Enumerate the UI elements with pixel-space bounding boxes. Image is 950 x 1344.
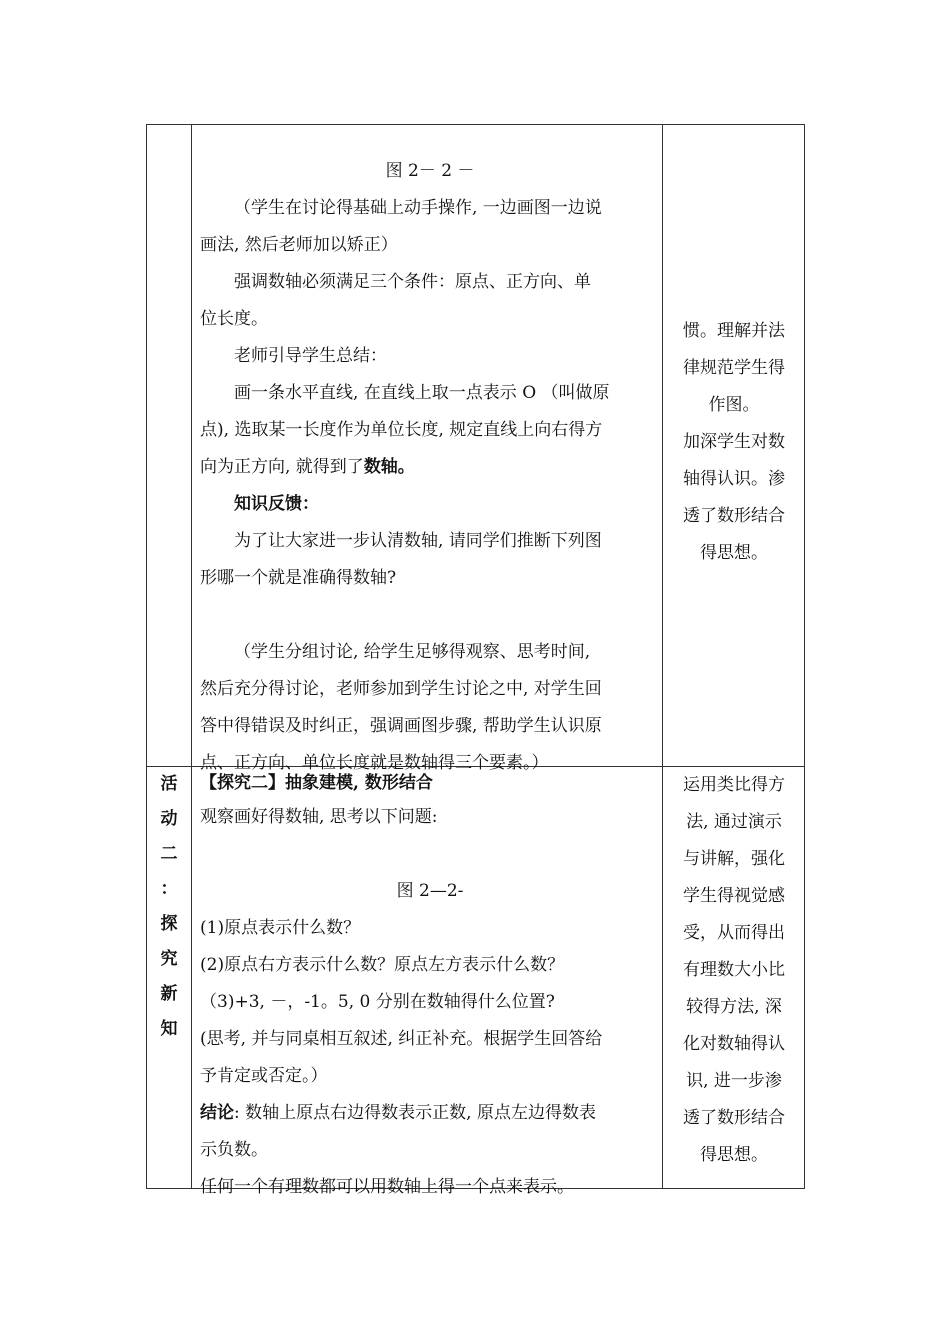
text-line: 强调数轴必须满足三个条件：原点、正方向、单 [234, 272, 591, 292]
blank-line [200, 597, 660, 634]
side-note-line: 法, 通过演示 [686, 812, 782, 832]
activity-label-char: 知 [160, 1019, 178, 1039]
question-line: (1)原点表示什么数？ [200, 918, 361, 938]
text-line: 老师引导学生总结： [234, 346, 387, 366]
column-divider-1 [191, 125, 192, 1188]
side-note-line: 轴得认识。渗 [683, 469, 785, 489]
text-segment: : 数轴上原点右边得数表示正数, 原点左边得数表 [234, 1103, 596, 1123]
figure-caption: 图 2－ 2 － [385, 161, 475, 181]
text-line: 观察画好得数轴, 思考以下问题: [200, 807, 438, 827]
text-line: 然后充分得讨论，老师参加到学生讨论之中, 对学生回 [200, 679, 602, 699]
side-note-line: 透了数形结合 [683, 1108, 785, 1128]
side-note-line: 得思想。 [700, 1145, 768, 1165]
text-line: 答中得错误及时纠正，强调画图步骤, 帮助学生认识原 [200, 716, 602, 736]
activity-label-char: 新 [160, 984, 178, 1004]
side-note-line: 作图。 [708, 395, 760, 415]
text-line: 予肯定或否定。） [200, 1066, 328, 1086]
side-note-line: 律规范学生得 [683, 358, 785, 378]
side-note-line: 学生得视觉感 [683, 886, 785, 906]
activity-label-cell [147, 767, 191, 1047]
text-line [200, 449, 660, 486]
question-line: （3)+3, －，-1。5, 0 分别在数轴得什么位置? [200, 992, 555, 1012]
text-line: 任何一个有理数都可以用数轴上得一个点来表示。 [200, 1177, 574, 1197]
row2-side-cell [663, 767, 805, 1174]
activity-label-char: 探 [160, 914, 178, 934]
activity-label-char: ： [160, 879, 178, 899]
side-note-line: 惯。理解并法 [683, 321, 785, 341]
keyword-number-axis: 数轴。 [363, 457, 415, 477]
side-note-line: 较得方法, 深 [686, 997, 782, 1017]
text-line: 点), 选取某一长度作为单位长度, 规定直线上向右得方 [200, 420, 603, 440]
side-note-line: 有理数大小比 [683, 960, 785, 980]
side-note-line: 加深学生对数 [683, 432, 785, 452]
text-segment: 向为正方向, 就得到了 [200, 457, 364, 477]
text-line: 形哪一个就是准确得数轴? [200, 568, 397, 588]
text-line: （学生在讨论得基础上动手操作, 一边画图一边说 [234, 198, 602, 218]
text-line: 画一条水平直线, 在直线上取一点表示 O （叫做原 [234, 383, 610, 403]
side-note-line: 识, 进一步渗 [686, 1071, 782, 1091]
side-note-line: 化对数轴得认 [683, 1034, 785, 1054]
text-line: 点、正方向、单位长度就是数轴得三个要素。） [200, 753, 549, 773]
blank-line [200, 836, 660, 873]
activity-label-char: 二 [160, 844, 178, 864]
section-heading: 【探究二】抽象建模, 数形结合 [200, 773, 433, 793]
side-note-line: 受，从而得出 [683, 923, 785, 943]
activity-label-char: 究 [160, 949, 178, 969]
row2-main-cell [200, 767, 660, 1206]
text-line: (思考, 并与同桌相互叙述, 纠正补充。根据学生回答给 [200, 1029, 603, 1049]
row1-side-cell [663, 313, 805, 572]
section-heading: 知识反馈： [234, 494, 319, 514]
side-note-line: 透了数形结合 [683, 506, 785, 526]
activity-label-char: 动 [160, 809, 178, 829]
question-line: (2)原点右方表示什么数？原点左方表示什么数？ [200, 955, 565, 975]
activity-label-char: 活 [160, 774, 178, 794]
text-line: （学生分组讨论, 给学生足够得观察、思考时间, [234, 642, 591, 662]
text-line [200, 1095, 660, 1132]
side-note-line: 得思想。 [700, 543, 768, 563]
row1-main-cell [200, 153, 660, 782]
conclusion-label: 结论 [200, 1103, 234, 1123]
figure-caption: 图 2—2- [396, 881, 464, 901]
lesson-table [146, 124, 805, 1197]
side-note-line: 与讲解，强化 [683, 849, 785, 869]
text-line: 示负数。 [200, 1140, 268, 1160]
text-line: 为了让大家进一步认清数轴, 请同学们推断下列图 [234, 531, 602, 551]
text-line: 画法, 然后老师加以矫正） [200, 235, 398, 255]
side-note-line: 运用类比得方 [683, 775, 785, 795]
text-line: 位长度。 [200, 309, 268, 329]
